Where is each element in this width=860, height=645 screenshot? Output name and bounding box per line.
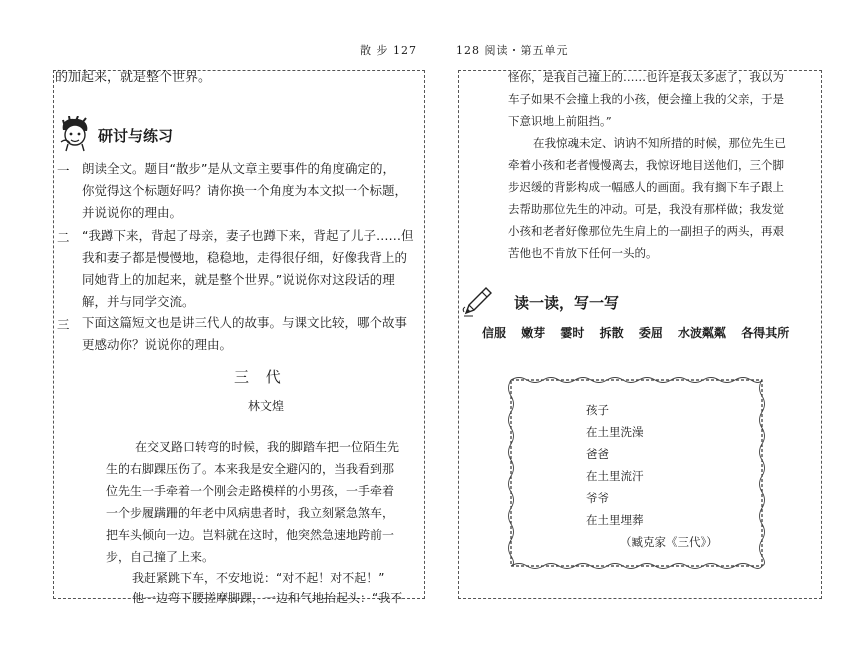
exercise-line: 同她背上的加起来，就是整个世界。”说说你对这段话的理 [82,272,395,287]
poem-line: 在土里埋葬 [586,513,644,527]
vocabulary-row [482,324,800,341]
vocab-word: 嫩芽 [521,326,546,340]
exercise-line: 更感动你？说说你的理由。 [82,337,233,352]
story-paragraph-line: 他一边弯下腰搓摩脚踝，一边和气地抬起头：“我不 [132,591,403,605]
story-paragraph-line: 步，自己撞了上来。 [106,550,215,564]
exercise-number: 三 [57,317,70,332]
page-header-left: 散 步 127 [360,44,417,57]
story-paragraph-line: 小孩和老者好像那位先生肩上的一副担子的两头，再艰 [508,224,784,238]
story-title: 三 代 [234,368,287,386]
exercise-line: 我和妻子都是慢慢地，稳稳地，走得很仔细，好像我背上的 [82,250,408,265]
vocab-word: 信服 [482,326,507,340]
poem-line: 孩子 [586,403,609,417]
story-paragraph-line: 苦他也不肯放下任何一头的。 [508,246,658,260]
poem-line: 在土里洗澡 [586,425,644,439]
exercise-line: “我蹲下来，背起了母亲，妻子也蹲下来，背起了儿子……但 [82,228,414,243]
exercise-line: 朗读全文。题目“散步”是从文章主要事件的角度确定的， [82,161,395,176]
story-paragraph-line: 牵着小孩和老者慢慢离去，我惊讶地目送他们，三个脚 [508,158,784,172]
poem-line: 爷爷 [586,491,609,505]
student-thinking-icon [58,116,92,152]
exercise-line: 并说说你的理由。 [82,205,183,220]
vocab-word: 委屈 [638,326,663,340]
section-title-read-write: 读一读，写一写 [514,294,620,312]
story-author: 林文煌 [248,399,285,413]
exercise-line: 你觉得这个标题好吗？请你换一个角度为本文拟一个标题， [82,183,408,198]
story-paragraph-line: 车子如果不会撞上我的小孩，便会撞上我的父亲，于是 [508,92,784,106]
poem-attribution: （臧克家《三代》） [620,535,718,549]
page-header-right: 128 阅读・第五单元 [456,44,569,57]
story-paragraph-line: 去帮助那位先生的冲动。可是，我没有那样做；我发觉 [508,202,784,216]
story-paragraph-line: 把车头倾向一边。岂料就在这时，他突然急速地跨前一 [106,528,395,542]
poem-line: 爸爸 [586,447,609,461]
pen-writing-icon [462,285,494,317]
exercise-number: 一 [57,163,70,178]
carry-over-line: 的加起来，就是整个世界。 [55,70,212,85]
story-paragraph-line: 下意识地上前阻挡。” [508,114,612,128]
exercise-line: 解，并与同学交流。 [82,294,195,309]
story-paragraph-line: 在交叉路口转弯的时候，我的脚踏车把一位陌生先 [135,440,400,454]
story-paragraph-line: 我赶紧跳下车，不安地说：“对不起！对不起！” [132,571,385,585]
story-paragraph-line: 一个步履蹒跚的年老中风病患者时，我立刻紧急煞车， [106,506,395,520]
vocab-word: 霎时 [560,326,585,340]
vocab-word: 拆散 [599,326,624,340]
story-paragraph-line: 位先生一手牵着一个刚会走路模样的小男孩，一手牵着 [106,484,395,498]
exercise-line: 下面这篇短文也是讲三代人的故事。与课文比较，哪个故事 [82,315,408,330]
exercise-number: 二 [57,230,70,245]
story-paragraph-line: 在我惊魂未定、讷讷不知所措的时候，那位先生已 [533,136,786,150]
story-paragraph-line: 怪你，是我自己撞上的……也许是我太多虑了，我以为 [508,70,784,84]
poem-line: 在土里流汗 [586,469,644,483]
section-title-discussion: 研讨与练习 [98,127,174,145]
story-paragraph-line: 生的右脚踝压伤了。本来我是安全避闪的，当我看到那 [106,462,395,476]
vocab-word: 水波粼粼 [678,326,727,340]
vocab-word: 各得其所 [741,326,790,340]
story-paragraph-line: 步迟缓的背影构成一幅感人的画面。我有搁下车子跟上 [508,180,784,194]
